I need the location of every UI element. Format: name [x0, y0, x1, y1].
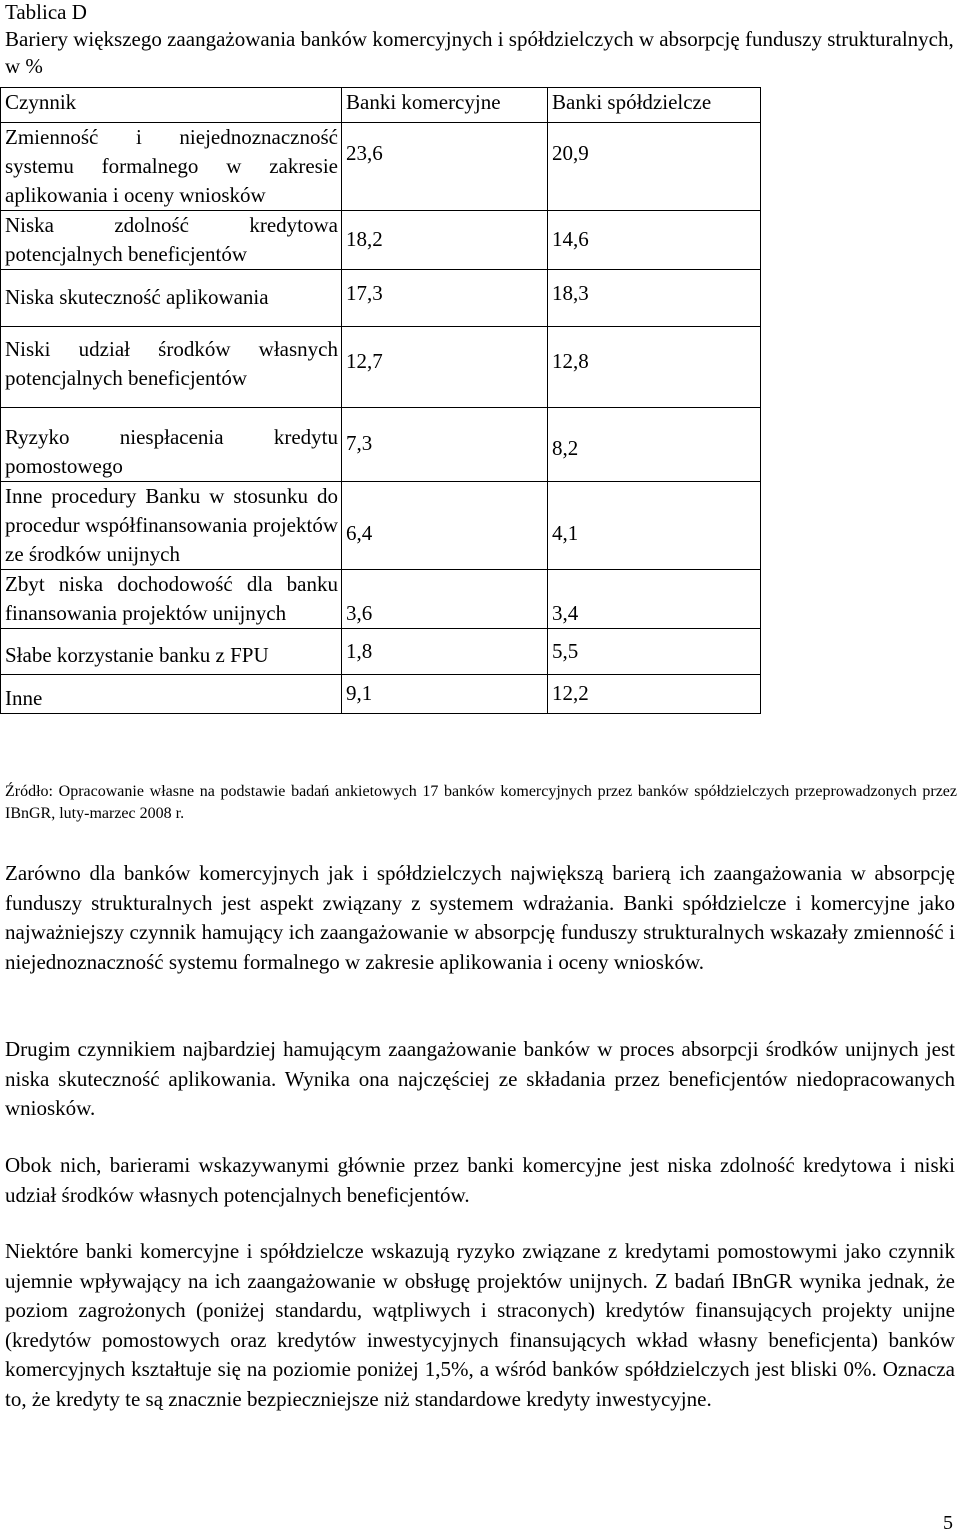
commercial-value-cell: 9,1	[342, 675, 548, 714]
commercial-value-cell: 18,2	[342, 211, 548, 270]
cooperative-value-cell: 18,3	[548, 270, 761, 327]
table-row	[1, 629, 761, 675]
commercial-value-cell: 1,8	[342, 629, 548, 675]
table-row	[1, 570, 761, 629]
commercial-value-cell: 7,3	[342, 408, 548, 482]
commercial-value-cell: 12,7	[342, 327, 548, 408]
header-cooperative-banks: Banki spółdzielcze	[548, 88, 761, 123]
commercial-value-cell: 23,6	[342, 123, 548, 211]
body-paragraph: Niektóre banki komercyjne i spółdzielcze wskazują ryzyko związane z kredytami pomostowymi jako czynnik ujemnie wpływający na ich zaangażowanie w obsługę projektów unijnych. Z badań IBnGR wynika jednak, że poziom zagrożonych (poniżej standardu, wątpliwych i straconych) kredytów finansujących projekty unijne (kredytów pomostowych oraz kredytów inwestycyjnych finansujących wkład własny beneficjenta) banków komercyjnych kształtuje się na poziomie poniżej 1,5%, a wśród banków spółdzielczych jest bliski 0%. Oznacza to, że kredyty te są znacznie bezpieczniejsze niż standardowe kredyty inwestycyjne.	[5, 1239, 955, 1411]
cooperative-value-cell: 4,1	[548, 482, 761, 570]
header-commercial-banks: Banki komercyjne	[342, 88, 548, 123]
commercial-value-cell: 6,4	[342, 482, 548, 570]
commercial-value-cell: 3,6	[342, 570, 548, 629]
page-number: 5	[943, 1512, 953, 1534]
cooperative-value-cell: 5,5	[548, 629, 761, 675]
header-factor: Czynnik	[1, 88, 342, 123]
cooperative-value-cell: 14,6	[548, 211, 761, 270]
table-row	[1, 482, 761, 570]
table-source-note: Źródło: Opracowanie własne na podstawie badań ankietowych 17 banków komercyjnych przez banków spółdzielczych przeprowadzonych przez IBnGR, luty-marzec 2008 r.	[5, 783, 957, 822]
table-header-row	[1, 88, 761, 123]
factor-cell: Zmienność i niejednoznaczność systemu formalnego w zakresie aplikowania i oceny wniosków	[1, 123, 342, 211]
cooperative-value-cell: 3,4	[548, 570, 761, 629]
cooperative-value-cell: 8,2	[548, 408, 761, 482]
factor-cell: Inne procedury Banku w stosunku do procedur współfinansowania projektów ze środków unijnych	[1, 482, 342, 570]
cooperative-value-cell: 20,9	[548, 123, 761, 211]
body-paragraph: Drugim czynnikiem najbardziej hamującym zaangażowanie banków w proces absorpcji środków unijnych jest niska skuteczność aplikowania. Wynika ona najczęściej ze składania przez beneficjentów niedopracowanych wniosków.	[5, 1037, 955, 1120]
table-row	[1, 123, 761, 211]
table-row	[1, 408, 761, 482]
factor-cell: Niska skuteczność aplikowania	[1, 270, 342, 327]
table-label: Tablica D	[5, 0, 87, 24]
factor-cell: Ryzyko niespłacenia kredytu pomostowego	[1, 408, 342, 482]
factor-cell: Zbyt niska dochodowość dla banku finansowania projektów unijnych	[1, 570, 342, 629]
table-row	[1, 327, 761, 408]
factor-cell: Inne	[1, 675, 342, 714]
factor-cell: Słabe korzystanie banku z FPU	[1, 629, 342, 675]
factor-cell: Niska zdolność kredytowa potencjalnych beneficjentów	[1, 211, 342, 270]
commercial-value-cell: 17,3	[342, 270, 548, 327]
factor-cell: Niski udział środków własnych potencjalnych beneficjentów	[1, 327, 342, 408]
body-paragraph: Obok nich, barierami wskazywanymi głównie przez banki komercyjne jest niska zdolność kredytowa i niski udział środków własnych potencjalnych beneficjentów.	[5, 1153, 955, 1207]
barriers-table	[0, 87, 761, 714]
cooperative-value-cell: 12,8	[548, 327, 761, 408]
table-row	[1, 675, 761, 714]
cooperative-value-cell: 12,2	[548, 675, 761, 714]
body-paragraph: Zarówno dla banków komercyjnych jak i spółdzielczych największą barierą ich zaangażowania w absorpcję funduszy strukturalnych jest aspekt związany z systemem wdrażania. Banki spółdzielcze i komercyjne jako najważniejszy czynnik hamujący ich zaangażowanie w absorpcję funduszy strukturalnych wskazały zmienność i niejednoznaczność systemu formalnego w zakresie aplikowania i oceny wniosków.	[5, 861, 955, 974]
table-title: Bariery większego zaangażowania banków komercyjnych i spółdzielczych w absorpcję funduszy strukturalnych, w %	[5, 27, 954, 78]
table-row	[1, 270, 761, 327]
table-row	[1, 211, 761, 270]
